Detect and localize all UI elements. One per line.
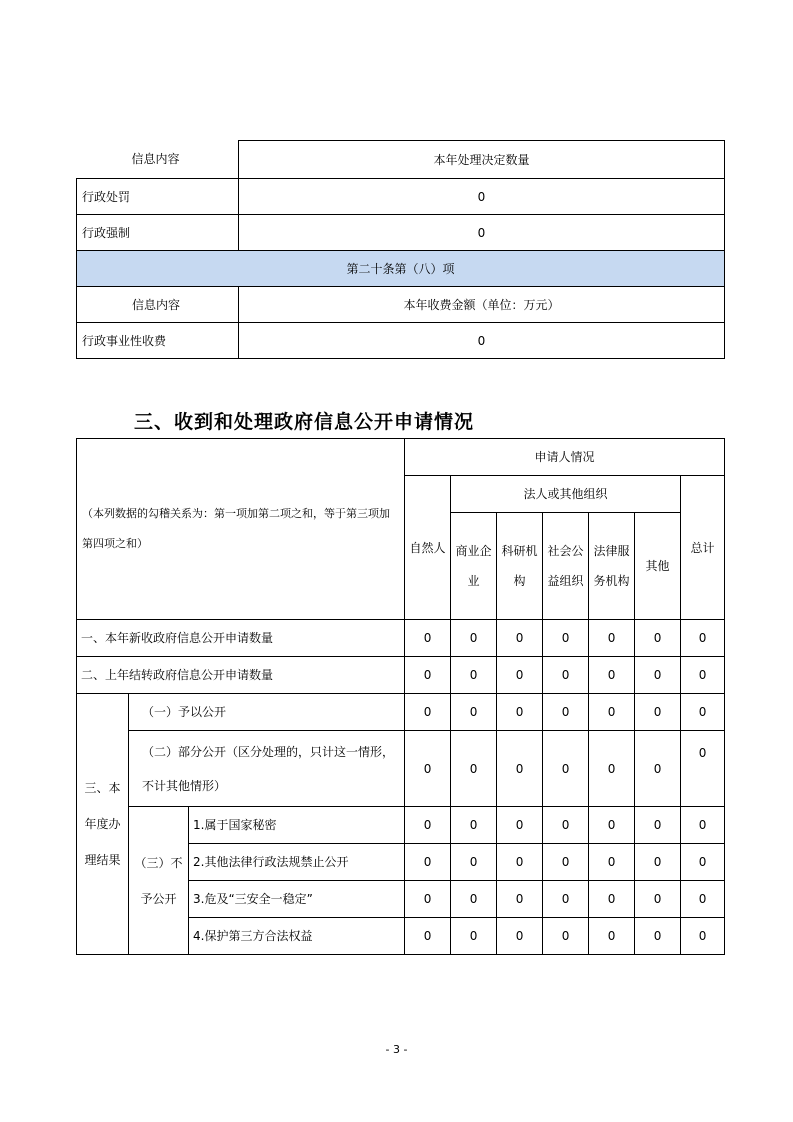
table-row — [77, 807, 725, 844]
cell-value: 0 — [543, 844, 589, 881]
column-header: 科研机构 — [497, 513, 543, 620]
cell-value: 0 — [681, 807, 725, 844]
cell-value: 0 — [635, 694, 681, 731]
cell-value: 0 — [451, 620, 497, 657]
cell-value: 0 — [635, 731, 681, 807]
table-header-row — [77, 287, 725, 323]
header-fee-amount: 本年收费金额（单位：万元） — [239, 287, 725, 323]
row-label: 行政强制 — [77, 215, 239, 251]
column-header: 其他 — [635, 513, 681, 620]
row-label: 行政处罚 — [77, 179, 239, 215]
cell-value: 0 — [497, 731, 543, 807]
header-info-content: 信息内容 — [77, 141, 239, 179]
cell-value: 0 — [635, 881, 681, 918]
row-label: 一、本年新收政府信息公开申请数量 — [77, 620, 405, 657]
natural-person-header: 自然人 — [405, 476, 451, 620]
cell-value: 0 — [497, 881, 543, 918]
cell-value: 0 — [589, 807, 635, 844]
cell-value: 0 — [681, 694, 725, 731]
cell-value: 0 — [681, 918, 725, 955]
section-title: 三、收到和处理政府信息公开申请情况 — [134, 411, 475, 433]
row-label: 二、上年结转政府信息公开申请数量 — [77, 657, 405, 694]
cell-value: 0 — [635, 620, 681, 657]
cell-value: 0 — [635, 807, 681, 844]
cell-value: 0 — [589, 731, 635, 807]
section-band: 第二十条第（八）项 — [77, 251, 725, 287]
group-label: 三、本年度办理结果 — [77, 694, 129, 955]
cell-value: 0 — [543, 881, 589, 918]
cell-value: 0 — [405, 881, 451, 918]
cell-value: 0 — [543, 657, 589, 694]
row-value: 0 — [239, 179, 725, 215]
cell-value: 0 — [497, 657, 543, 694]
cell-value: 0 — [405, 844, 451, 881]
cell-value: 0 — [681, 844, 725, 881]
cell-value: 0 — [497, 620, 543, 657]
cell-value: 0 — [497, 694, 543, 731]
cell-value: 0 — [589, 844, 635, 881]
cell-value: 0 — [681, 620, 725, 657]
column-header: 商业企业 — [451, 513, 497, 620]
cell-value: 0 — [635, 918, 681, 955]
cell-value: 0 — [681, 657, 725, 694]
row-label: 2.其他法律行政法规禁止公开 — [189, 844, 405, 881]
row-label: （一）予以公开 — [129, 694, 405, 731]
row-value: 0 — [239, 323, 725, 359]
cell-value: 0 — [589, 694, 635, 731]
header-decision-count: 本年处理决定数量 — [239, 141, 725, 179]
cell-value: 0 — [589, 657, 635, 694]
cell-value: 0 — [681, 731, 725, 807]
header-info-content: 信息内容 — [77, 287, 239, 323]
page-number: - 3 - — [385, 1043, 408, 1056]
fee-and-penalty-table — [76, 140, 725, 359]
table-row — [77, 215, 725, 251]
note-cell: （本列数据的勾稽关系为：第一项加第二项之和，等于第三项加第四项之和） — [77, 439, 405, 620]
cell-value: 0 — [451, 844, 497, 881]
cell-value: 0 — [451, 807, 497, 844]
cell-value: 0 — [451, 918, 497, 955]
row-label: 4.保护第三方合法权益 — [189, 918, 405, 955]
cell-value: 0 — [405, 731, 451, 807]
cell-value: 0 — [497, 844, 543, 881]
cell-value: 0 — [681, 881, 725, 918]
table-row — [77, 620, 725, 657]
cell-value: 0 — [543, 807, 589, 844]
cell-value: 0 — [543, 918, 589, 955]
cell-value: 0 — [497, 918, 543, 955]
cell-value: 0 — [405, 694, 451, 731]
application-stats-table — [76, 438, 725, 955]
row-value: 0 — [239, 215, 725, 251]
cell-value: 0 — [405, 807, 451, 844]
cell-value: 0 — [405, 657, 451, 694]
cell-value: 0 — [451, 731, 497, 807]
cell-value: 0 — [405, 620, 451, 657]
cell-value: 0 — [543, 620, 589, 657]
legal-entity-header: 法人或其他组织 — [451, 476, 681, 513]
row-label: 1.属于国家秘密 — [189, 807, 405, 844]
column-header: 社会公益组织 — [543, 513, 589, 620]
cell-value: 0 — [635, 657, 681, 694]
cell-value: 0 — [543, 694, 589, 731]
table-row — [77, 179, 725, 215]
section-band-row — [77, 251, 725, 287]
column-header: 法律服务机构 — [589, 513, 635, 620]
table-row — [77, 694, 725, 731]
table-row — [77, 731, 725, 807]
cell-value: 0 — [451, 657, 497, 694]
group-label: （三）不予公开 — [129, 807, 189, 955]
cell-value: 0 — [451, 881, 497, 918]
cell-value: 0 — [543, 731, 589, 807]
cell-value: 0 — [635, 844, 681, 881]
cell-value: 0 — [589, 881, 635, 918]
total-header: 总计 — [681, 476, 725, 620]
row-label: 行政事业性收费 — [77, 323, 239, 359]
applicant-header: 申请人情况 — [405, 439, 725, 476]
row-label: （二）部分公开（区分处理的，只计这一情形，不计其他情形） — [129, 731, 405, 807]
table-header-row — [77, 141, 725, 179]
cell-value: 0 — [589, 918, 635, 955]
cell-value: 0 — [589, 620, 635, 657]
cell-value: 0 — [451, 694, 497, 731]
table-header-row — [77, 439, 725, 476]
table-row — [77, 657, 725, 694]
table-row — [77, 323, 725, 359]
cell-value: 0 — [497, 807, 543, 844]
cell-value: 0 — [405, 918, 451, 955]
row-label: 3.危及“三安全一稳定” — [189, 881, 405, 918]
